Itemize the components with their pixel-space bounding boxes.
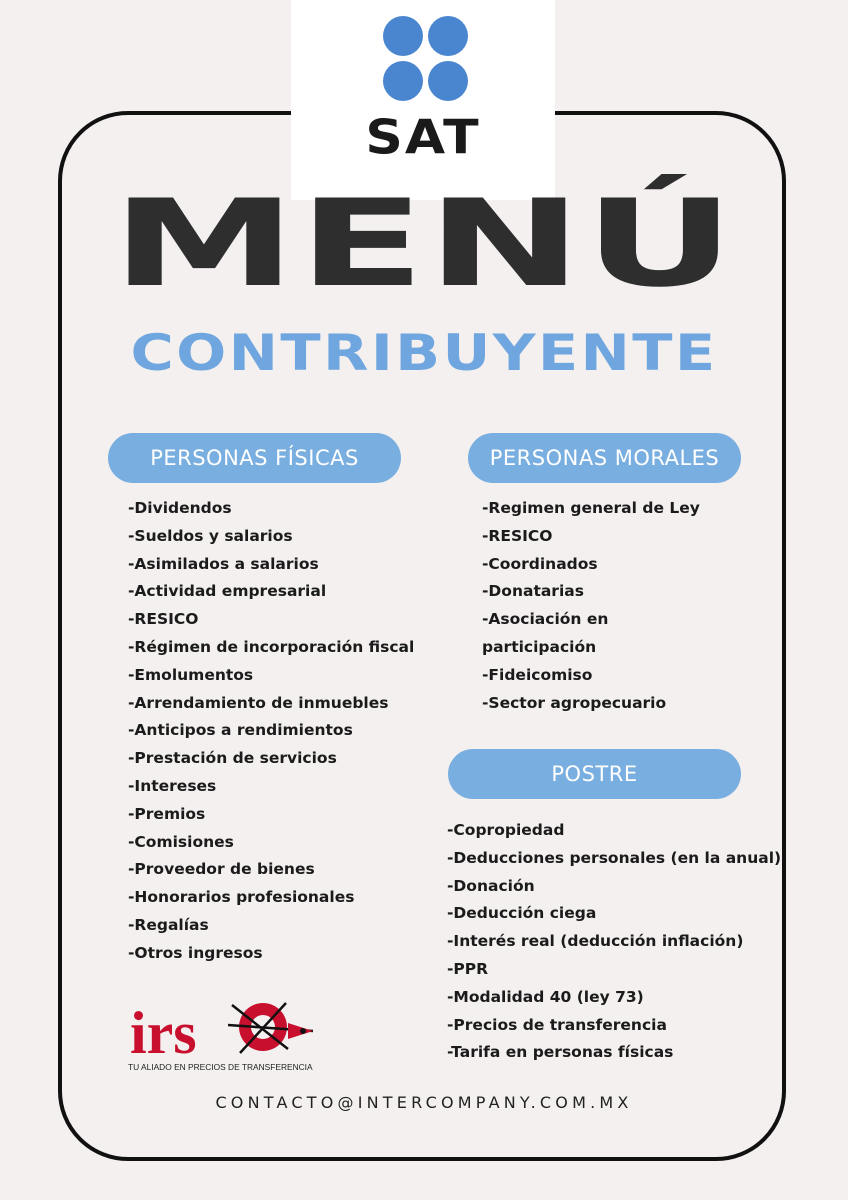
irs-tagline: TU ALIADO EN PRECIOS DE TRANSFERENCIA — [128, 1062, 313, 1072]
globe-arrow-icon — [228, 1003, 313, 1053]
list-item: -Coordinados — [482, 554, 598, 573]
list-item: -Regalías — [128, 915, 209, 934]
list-item: -Fideicomiso — [482, 665, 593, 684]
list-item: -Emolumentos — [128, 665, 254, 684]
list-item: -Deducción ciega — [447, 904, 597, 923]
list-item: -Actividad empresarial — [128, 582, 327, 601]
list-item: participación — [482, 637, 597, 656]
list-item: -Régimen de incorporación fiscal — [128, 637, 415, 656]
sat-dots-icon — [382, 15, 469, 102]
postre-list — [447, 817, 781, 1067]
list-item: -Interés real (deducción inflación) — [447, 932, 744, 951]
list-item: -RESICO — [128, 610, 199, 629]
list-item: -Honorarios profesionales — [128, 888, 355, 907]
list-item: -Intereses — [128, 776, 217, 795]
list-item: -Prestación de servicios — [128, 749, 337, 768]
page-title: MENÚ — [111, 175, 737, 314]
list-item: -Arrendamiento de inmuebles — [128, 693, 389, 712]
list-item: -Sueldos y salarios — [128, 526, 293, 545]
personas-morales-list — [482, 495, 700, 717]
postre-heading: POSTRE — [448, 749, 741, 799]
list-item: -Comisiones — [128, 832, 234, 851]
page-subtitle: CONTRIBUYENTE — [130, 324, 718, 382]
list-item: -Modalidad 40 (ley 73) — [447, 987, 644, 1006]
sat-logo-text: SAT — [365, 111, 481, 165]
list-item: -PPR — [447, 959, 489, 978]
list-item: -Proveedor de bienes — [128, 860, 315, 879]
list-item: -Tarifa en personas físicas — [447, 1043, 674, 1062]
list-item: -Asociación en — [482, 610, 609, 629]
list-item: -Anticipos a rendimientos — [128, 721, 353, 740]
contact-email[interactable]: CONTACTO@INTERCOMPANY.COM.MX — [215, 1093, 633, 1112]
list-item: -Precios de transferencia — [447, 1015, 667, 1034]
list-item: -Premios — [128, 804, 206, 823]
list-item: -Sector agropecuario — [482, 693, 667, 712]
sat-logo — [291, 0, 555, 200]
personas-morales-heading: PERSONAS MORALES — [468, 433, 741, 483]
list-item: -Otros ingresos — [128, 943, 263, 962]
list-item: -Donación — [447, 876, 535, 895]
irs-logo-text: irs — [130, 1000, 197, 1066]
personas-fisicas-heading: PERSONAS FÍSICAS — [108, 433, 401, 483]
list-item: -Asimilados a salarios — [128, 554, 319, 573]
list-item: -RESICO — [482, 526, 553, 545]
personas-fisicas-list — [128, 495, 414, 968]
list-item: -Dividendos — [128, 499, 232, 517]
list-item: -Donatarias — [482, 582, 584, 601]
list-item: -Copropiedad — [447, 821, 565, 839]
list-item: -Deducciones personales (en la anual) — [447, 848, 782, 867]
list-item: -Regimen general de Ley — [482, 499, 700, 517]
